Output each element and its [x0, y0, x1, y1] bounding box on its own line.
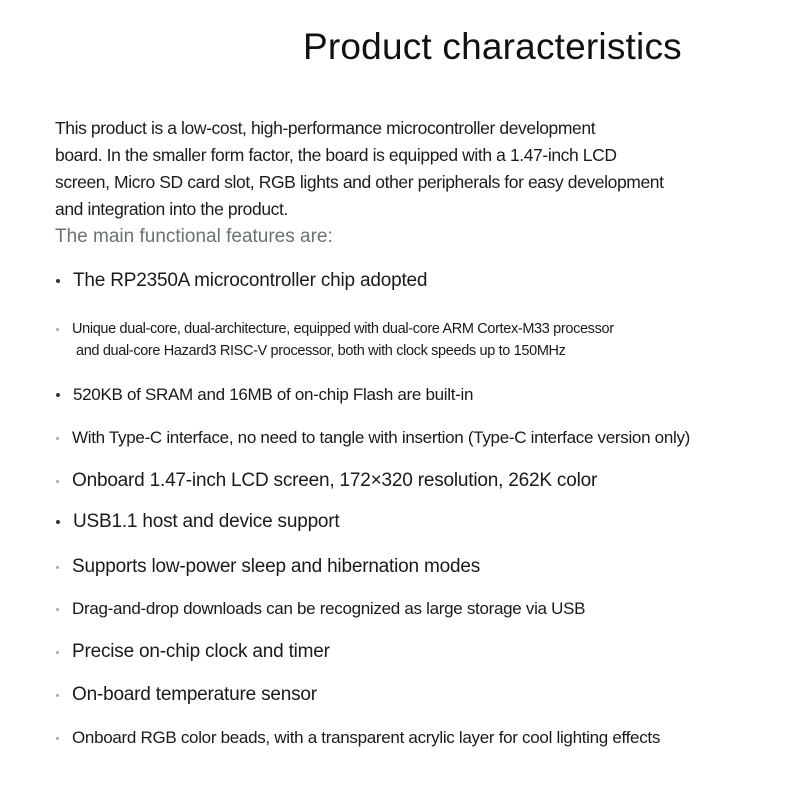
- intro-line: and integration into the product.: [55, 199, 288, 219]
- feature-item: [56, 428, 690, 448]
- features-subheading: The main functional features are:: [55, 226, 333, 247]
- feature-item: [56, 641, 330, 663]
- feature-text: Supports low-power sleep and hibernation modes: [72, 556, 480, 577]
- feature-item: [56, 318, 614, 362]
- intro-line: board. In the smaller form factor, the board is equipped with a 1.47-inch LCD: [55, 145, 617, 165]
- feature-text: Unique dual-core, dual-architecture, equipped with dual-core ARM Cortex-M33 processor: [72, 321, 614, 337]
- feature-item: [56, 470, 597, 492]
- feature-text: On-board temperature sensor: [72, 684, 317, 705]
- feature-item: [56, 511, 340, 533]
- page-title: Product characteristics: [303, 26, 682, 67]
- feature-text: USB1.1 host and device support: [73, 511, 340, 532]
- bullet-dot-icon: [56, 480, 59, 483]
- feature-text: and dual-core Hazard3 RISC-V processor, both with clock speeds up to 150MHz: [76, 343, 566, 359]
- feature-text: With Type-C interface, no need to tangle with insertion (Type-C interface version only): [72, 428, 691, 447]
- feature-text: Precise on-chip clock and timer: [72, 641, 330, 662]
- bullet-dot-icon: [56, 520, 60, 524]
- feature-item: [56, 728, 660, 748]
- feature-item: [56, 556, 480, 578]
- feature-text: Drag-and-drop downloads can be recognized as large storage via USB: [72, 599, 586, 618]
- feature-text: 520KB of SRAM and 16MB of on-chip Flash are built-in: [73, 385, 474, 404]
- bullet-dot-icon: [56, 694, 59, 697]
- intro-paragraph: [55, 115, 755, 223]
- bullet-dot-icon: [56, 279, 60, 283]
- intro-line: This product is a low-cost, high-performance microcontroller development: [55, 118, 596, 138]
- bullet-dot-icon: [56, 328, 59, 331]
- bullet-dot-icon: [56, 737, 59, 740]
- feature-item: [56, 684, 317, 706]
- bullet-dot-icon: [56, 393, 60, 397]
- feature-item: [56, 385, 473, 405]
- bullet-dot-icon: [56, 437, 59, 440]
- feature-text: Onboard 1.47-inch LCD screen, 172×320 resolution, 262K color: [72, 470, 598, 491]
- bullet-dot-icon: [56, 566, 59, 569]
- feature-item: [56, 270, 427, 292]
- intro-line: screen, Micro SD card slot, RGB lights and other peripherals for easy development: [55, 172, 664, 192]
- bullet-dot-icon: [56, 651, 59, 654]
- feature-text: The RP2350A microcontroller chip adopted: [73, 270, 428, 291]
- feature-item: [56, 599, 585, 619]
- feature-text: Onboard RGB color beads, with a transparent acrylic layer for cool lighting effects: [72, 728, 661, 747]
- bullet-dot-icon: [56, 608, 59, 611]
